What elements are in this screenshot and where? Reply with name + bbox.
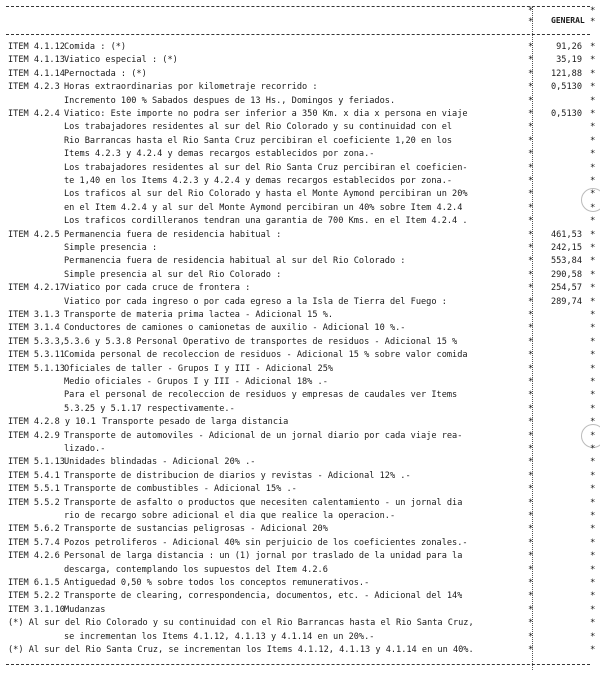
table-border-mark: * — [590, 216, 596, 227]
table-border-mark: * — [528, 323, 534, 334]
table-border-mark: * — [528, 229, 534, 240]
item-code: ITEM 4.1.13 — [8, 55, 65, 66]
table-border-mark: * — [528, 122, 534, 133]
table-row — [0, 269, 600, 282]
table-row — [0, 443, 600, 456]
table-border-mark: * — [528, 591, 534, 602]
table-border-mark: * — [590, 42, 596, 52]
table-border-mark: * — [590, 591, 596, 602]
table-border-mark: * — [528, 243, 534, 253]
table-row — [0, 483, 600, 496]
table-row — [0, 537, 600, 550]
item-description: rio de recargo sobre adicional el dia que realice la operacion.- — [64, 511, 396, 521]
table-row — [0, 430, 600, 443]
table-border-mark: * — [528, 604, 534, 615]
table-border-mark: * — [590, 283, 596, 294]
table-border-mark: * — [590, 390, 596, 401]
table-row — [0, 497, 600, 510]
table-border-mark: * — [528, 256, 534, 267]
item-code: ITEM 5.3.11 — [8, 350, 65, 361]
table-row — [0, 604, 600, 617]
table-row — [0, 577, 600, 590]
item-code: ITEM 5.1.13 — [8, 363, 65, 374]
table-border-mark: * — [528, 189, 534, 200]
item-description: Los traficos cordilleranos tendran una garantia de 700 Kms. en el Item 4.2.4 . — [64, 216, 468, 227]
table-row — [0, 242, 600, 255]
table-row — [0, 523, 600, 536]
table-border-mark: * — [590, 243, 596, 253]
table-row — [0, 41, 600, 54]
table-border-mark: * — [528, 336, 534, 347]
table-row — [0, 617, 600, 630]
table-border-mark: * — [528, 497, 534, 508]
item-description: Transporte de automoviles - Adicional de un jornal diario por cada viaje rea- — [64, 430, 463, 441]
item-code: ITEM 4.2.5 — [8, 229, 60, 240]
item-description: (*) Al sur del Rio Colorado y su continuidad con el Rio Barrancas hasta el Rio Santa Cruz, — [8, 618, 474, 629]
table-border-mark: * — [590, 176, 596, 186]
item-description: Comida personal de recoleccion de residuos - Adicional 15 % sobre valor comida — [64, 350, 468, 361]
table-row — [0, 470, 600, 483]
table-row — [0, 590, 600, 603]
item-code: ITEM 4.2.6 — [8, 551, 60, 562]
table-border-mark: * — [528, 363, 534, 374]
table-border-mark: * — [590, 604, 596, 615]
table-border-mark: * — [590, 417, 596, 428]
table-border-mark: * — [528, 578, 534, 588]
table-row — [0, 108, 600, 121]
table-row — [0, 363, 600, 376]
table-border-mark: * — [528, 564, 534, 575]
item-code: ITEM 5.6.2 — [8, 524, 60, 535]
item-description: Horas extraordinarias por kilometraje recorrido : — [64, 82, 318, 93]
item-description: Transporte pesado de larga distancia — [102, 417, 289, 428]
table-border-mark: * — [590, 377, 596, 387]
item-description: Oficiales de taller - Grupos I y III - Adicional 25% — [64, 363, 334, 374]
table-border-mark: * — [528, 430, 534, 441]
table-row — [0, 81, 600, 94]
item-description: Viatico por cada ingreso o por cada egreso a la Isla de Tierra del Fuego : — [64, 296, 447, 307]
table-row — [0, 255, 600, 268]
table-row — [0, 456, 600, 469]
item-description: en el Item 4.2.4 y al sur del Monte Aymond percibiran un 40% sobre Item 4.2.4 — [64, 202, 463, 213]
item-description: Permanencia fuera de residencia habitual : — [64, 229, 282, 240]
table-border-mark: * — [590, 95, 596, 106]
table-row — [0, 389, 600, 402]
table-border-mark: * — [590, 564, 596, 575]
item-code: ITEM 5.4.1 — [8, 470, 60, 481]
table-row — [0, 416, 600, 429]
table-row — [0, 564, 600, 577]
table-border-mark: * — [590, 229, 596, 240]
table-border-mark: * — [528, 524, 534, 535]
table-border-mark: * — [528, 176, 534, 186]
item-code: ITEM 4.2.3 — [8, 82, 60, 93]
document-page: * * GENERAL * * ITEM 4.1.12 Comida : (*) * 91,26 * ITEM 4.1.13 Viatico especial : (*) * 35,19 * ITEM 4.1.14 Pernoctada : (*) * 121,88 * ITEM 4.2.3 Horas extraordinarias por kilometraje recorrido : * 0,5130 * Incremento 100 % Sabados despues de 13 Hs., Domingos y feriados. * * ITEM 4.2.4 Viatico: Este importe no podra ser inferior a 350 Km. x dia x persona en viaje * 0,5130 * Los trabajadores residentes al sur del Rio Colorado y su continuidad con el * * Rio Barrancas hasta el Rio Santa Cruz percibiran el coeficiente 1,20 en los * * Items 4.2.3 y 4.2.4 y demas recargos establecidos por zona.- * * Los trabajadores residentes al sur del Rio Santa Cruz percibiran el coeficien- * * te 1,40 en los Items 4.2.3 y 4.2.4 y demas recargos establecidos por zona.- * * Los traficos al sur del Rio Colorado y hasta el Monte Aymond percibiran un 20% * * en el Item 4.2.4 y al sur del Monte Aymond percibiran un 40% sobre Item 4.2.4 * * Los traficos cordilleranos tendran una garantia de 700 Kms. en el Item 4.2.4 . * * ITEM 4.2.5 Permanencia fuera de residencia habitual : * 461,53 * Simple presencia : * 242,15 * Permanencia fuera de residencia habitual al sur del Rio Colorado : * 553,84 * Simple presencia al sur del Rio Colorado : * 290,58 * ITEM 4.2.17 Viatico por cada cruce de frontera : * 254,57 * Viatico por cada ingreso o por cada egreso a la Isla de Tierra del Fuego : * 289,74 * ITEM 3.1.3 Transporte de materia prima lactea - Adicional 15 %. * * ITEM 3.1.4 Conductores de camiones o camionetas de auxilio - Adicional 10 %.- * * ITEM 5.3.3, 5.3.6 y 5.3.8 Personal Operativo de transportes de residuos - Adicional 15 % * * ITEM 5.3.11 Comida personal de recoleccion de residuos - Adicional 15 % sobre valor comida * * ITEM 5.1.13 Oficiales de taller - Grupos I y III - Adicional 25% * * Medio oficiales - Grupos I y III - Adicional 18% .- * * Para el personal de recoleccion de residuos y empresas de caudales ver Items * * 5.3.25 y 5.1.17 respectivamente.- * * ITEM 4.2.8 y 10.1 Transporte pesado de larga distancia * * ITEM 4.2.9 Transporte de automoviles - Adicional de un jornal diario por cada viaje rea- * * lizado.- * * ITEM 5.1.13 Unidades blindadas - Adicional 20% .- * * ITEM 5.4.1 Transporte de distribucion de diarios y revistas - Adicional 12% .- * * ITEM 5.5.1 Transporte de combustibles - Adicional 15% .- * * ITEM 5.5.2 Transporte de asfalto o productos que necesiten calentamiento - un jornal dia * * rio de recargo sobre adicional el dia que realice la operacion.- * * ITEM 5.6.2 Transporte de sustancias peligrosas - Adicional 20% * * ITEM 5.7.4 Pozos petroliferos - Adicional 40% sin perjuicio de los coeficientes zonales.- * * ITEM 4.2.6 Personal de larga distancia : un (1) jornal por traslado de la unidad para la * * descarga, contemplando los supuestos del Item 4.2.6 * * ITEM 6.1.5 Antiguedad 0,50 % sobre todos los conceptos remunerativos.- * * ITEM 5.2.2 Transporte de clearing, correspondencia, documentos, etc. - Adicional del 14% * * ITEM 3.1.10 Mudanzas * * (*) Al sur del Rio Colorado y su continuidad con el Rio Barrancas hasta el Rio Santa Cruz, * * se incrementan los Items 4.1.12, 4.1.13 y 4.1.14 en un 20%.- * * (*) Al sur del Rio Santa Cruz, se incrementan los Items 4.1.12, 4.1.13 y 4.1.14 en un 40%. * * — [0, 0, 600, 678]
item-description: Incremento 100 % Sabados despues de 13 Hs., Domingos y feriados. — [64, 95, 396, 106]
table-border-mark: * — [590, 537, 596, 548]
item-code: ITEM 6.1.5 — [8, 578, 60, 588]
item-description: lizado.- — [64, 444, 106, 454]
item-code: ITEM 3.1.10 — [8, 604, 65, 615]
item-description: Viatico: Este importe no podra ser inferior a 350 Km. x dia x persona en viaje — [64, 109, 468, 119]
table-row — [0, 336, 600, 349]
item-description: Transporte de clearing, correspondencia, documentos, etc. - Adicional del 14% — [64, 591, 463, 602]
table-row — [0, 135, 600, 148]
item-description: Medio oficiales - Grupos I y III - Adicional 18% .- — [64, 377, 328, 387]
item-description: Los trabajadores residentes al sur del Rio Santa Cruz percibiran el coeficien- — [64, 162, 468, 173]
item-code: ITEM 4.2.8 y 10.1 — [8, 417, 96, 428]
item-description: Pozos petroliferos - Adicional 40% sin perjuicio de los coeficientes zonales.- — [64, 537, 468, 548]
general-value: 0,5130 — [550, 82, 582, 93]
item-description: Conductores de camiones o camionetas de auxilio - Adicional 10 %.- — [64, 323, 406, 334]
item-code: ITEM 4.2.17 — [8, 283, 65, 294]
item-description: Los trabajadores residentes al sur del Rio Colorado y su continuidad con el — [64, 122, 453, 133]
table-border-mark: * — [528, 135, 534, 146]
item-code: ITEM 5.5.1 — [8, 484, 60, 495]
item-code: ITEM 5.5.2 — [8, 497, 60, 508]
item-description: Transporte de distribucion de diarios y revistas - Adicional 12% .- — [64, 470, 411, 481]
item-code: ITEM 4.1.12 — [8, 42, 65, 52]
table-row — [0, 349, 600, 362]
table-row — [0, 215, 600, 228]
item-description: Mudanzas — [64, 604, 106, 615]
table-border-mark: * — [590, 631, 596, 642]
table-border-mark: * — [590, 109, 596, 119]
table-border-mark: * — [590, 135, 596, 146]
item-description: Simple presencia : — [64, 243, 158, 253]
table-border-mark: * — [590, 645, 596, 655]
item-code: ITEM 5.1.13 — [8, 457, 65, 468]
item-description: se incrementan los Items 4.1.12, 4.1.13 y 4.1.14 en un 20%.- — [64, 631, 375, 642]
table-row — [0, 68, 600, 81]
table-border-mark: * — [528, 537, 534, 548]
general-value: 289,74 — [550, 296, 582, 307]
table-border-mark: * — [528, 95, 534, 106]
table-row — [0, 282, 600, 295]
item-code: ITEM 4.1.14 — [8, 68, 65, 79]
table-border-mark: * — [590, 202, 596, 213]
table-border-mark: * — [590, 457, 596, 468]
table-border-mark: * — [528, 68, 534, 79]
table-border-mark: * — [528, 645, 534, 655]
item-code: ITEM 5.3.3, — [8, 336, 65, 347]
table-border-mark: * — [528, 511, 534, 521]
table-row — [0, 322, 600, 335]
table-row — [0, 121, 600, 134]
table-border-mark: * — [528, 631, 534, 642]
table-row — [0, 54, 600, 67]
table-border-mark: * — [528, 403, 534, 414]
table-row — [0, 162, 600, 175]
general-value: 290,58 — [550, 269, 582, 280]
table-row — [0, 175, 600, 188]
table-border-mark: * — [590, 189, 596, 200]
table-border-mark: * — [590, 310, 596, 320]
general-value: 254,57 — [550, 283, 582, 294]
item-code: ITEM 3.1.4 — [8, 323, 60, 334]
item-description: Antiguedad 0,50 % sobre todos los conceptos remunerativos.- — [64, 578, 370, 588]
table-border-mark: * — [590, 524, 596, 535]
table-border-mark: * — [590, 82, 596, 93]
table-border-mark: * — [528, 216, 534, 227]
item-description: te 1,40 en los Items 4.2.3 y 4.2.4 y demas recargos establecidos por zona.- — [64, 176, 453, 186]
header-rule — [6, 34, 590, 35]
table-border-mark: * — [528, 444, 534, 454]
table-border-mark: * — [528, 551, 534, 562]
table-row — [0, 296, 600, 309]
item-description: Para el personal de recoleccion de residuos y empresas de caudales ver Items — [64, 390, 458, 401]
table-row — [0, 644, 600, 657]
table-border-mark: * — [528, 484, 534, 495]
table-border-mark: * — [528, 42, 534, 52]
table-border-mark: * — [528, 618, 534, 629]
table-border-mark: * — [590, 55, 596, 66]
table-border-mark: * — [590, 618, 596, 629]
item-description: Transporte de asfalto o productos que necesiten calentamiento - un jornal dia — [64, 497, 463, 508]
table-border-mark: * — [528, 417, 534, 428]
table-row — [0, 95, 600, 108]
table-border-mark: * — [590, 403, 596, 414]
item-description: 5.3.25 y 5.1.17 respectivamente.- — [64, 403, 235, 414]
general-value: 91,26 — [556, 42, 582, 52]
table-border-mark: * — [528, 377, 534, 387]
item-description: Viatico especial : (*) — [64, 55, 178, 66]
table-border-mark: * — [590, 484, 596, 495]
table-border-mark: * — [590, 551, 596, 562]
item-code: ITEM 3.1.3 — [8, 310, 60, 320]
table-border-mark: * — [590, 149, 596, 160]
table-border-mark: * — [590, 296, 596, 307]
table-border-mark: * — [590, 444, 596, 454]
table-row — [0, 229, 600, 242]
top-rule — [6, 6, 590, 7]
table-border-mark: * — [528, 390, 534, 401]
general-value: 553,84 — [550, 256, 582, 267]
general-value: 0,5130 — [550, 109, 582, 119]
item-description: Personal de larga distancia : un (1) jornal por traslado de la unidad para la — [64, 551, 463, 562]
table-border-mark: * — [528, 149, 534, 160]
table-border-mark: * — [590, 497, 596, 508]
item-description: Rio Barrancas hasta el Rio Santa Cruz percibiran el coeficiente 1,20 en los — [64, 135, 453, 146]
item-description: Transporte de combustibles - Adicional 15% .- — [64, 484, 297, 495]
table-border-mark: * — [528, 296, 534, 307]
item-description: 5.3.6 y 5.3.8 Personal Operativo de transportes de residuos - Adicional 15 % — [64, 336, 458, 347]
bottom-rule — [6, 664, 590, 665]
table-border-mark: * — [528, 310, 534, 320]
item-description: Comida : (*) — [64, 42, 127, 52]
table-border-mark: * — [590, 350, 596, 361]
column-header-general: GENERAL — [551, 16, 585, 25]
table-border-mark: * — [528, 470, 534, 481]
item-code: ITEM 5.2.2 — [8, 591, 60, 602]
table-border-mark: * — [590, 68, 596, 79]
table-row — [0, 309, 600, 322]
item-description: Items 4.2.3 y 4.2.4 y demas recargos establecidos por zona.- — [64, 149, 375, 160]
table-border-mark: * — [528, 82, 534, 93]
table-row — [0, 188, 600, 201]
table-border-mark: * — [590, 578, 596, 588]
item-code: ITEM 5.7.4 — [8, 537, 60, 548]
general-value: 242,15 — [550, 243, 582, 253]
item-description: Pernoctada : (*) — [64, 68, 147, 79]
table-row — [0, 403, 600, 416]
table-border-mark: * — [528, 109, 534, 119]
table-border-mark: * — [528, 457, 534, 468]
table-row — [0, 148, 600, 161]
table-border-mark: * — [528, 283, 534, 294]
item-code: ITEM 4.2.9 — [8, 430, 60, 441]
table-row — [0, 376, 600, 389]
table-border-mark: * — [590, 336, 596, 347]
item-description: Los traficos al sur del Rio Colorado y hasta el Monte Aymond percibiran un 20% — [64, 189, 468, 200]
item-description: Viatico por cada cruce de frontera : — [64, 283, 251, 294]
table-row — [0, 510, 600, 523]
item-description: (*) Al sur del Rio Santa Cruz, se incrementan los Items 4.1.12, 4.1.13 y 4.1.14 en un 40%. — [8, 645, 474, 655]
general-value: 461,53 — [550, 229, 582, 240]
table-border-mark: * — [528, 269, 534, 280]
item-description: descarga, contemplando los supuestos del Item 4.2.6 — [64, 564, 328, 575]
table-row — [0, 631, 600, 644]
table-border-mark: * — [528, 202, 534, 213]
table-border-mark: * — [590, 430, 596, 441]
item-description: Simple presencia al sur del Rio Colorado : — [64, 269, 282, 280]
table-border-mark: * — [590, 122, 596, 133]
item-description: Transporte de sustancias peligrosas - Adicional 20% — [64, 524, 328, 535]
item-code: ITEM 4.2.4 — [8, 109, 60, 119]
table-row — [0, 550, 600, 563]
table-border-mark: * — [590, 511, 596, 521]
table-border-mark: * — [528, 162, 534, 173]
table-row — [0, 202, 600, 215]
general-value: 35,19 — [556, 55, 582, 66]
item-description: Transporte de materia prima lactea - Adicional 15 %. — [64, 310, 334, 320]
table-border-mark: * — [590, 256, 596, 267]
item-description: Unidades blindadas - Adicional 20% .- — [64, 457, 256, 468]
table-border-mark: * — [528, 55, 534, 66]
table-border-mark: * — [590, 269, 596, 280]
table-border-mark: * — [528, 350, 534, 361]
table-border-mark: * — [590, 470, 596, 481]
general-value: 121,88 — [550, 68, 582, 79]
table-border-mark: * — [590, 323, 596, 334]
table-border-mark: * — [590, 363, 596, 374]
item-description: Permanencia fuera de residencia habitual al sur del Rio Colorado : — [64, 256, 406, 267]
table-border-mark: * — [590, 162, 596, 173]
